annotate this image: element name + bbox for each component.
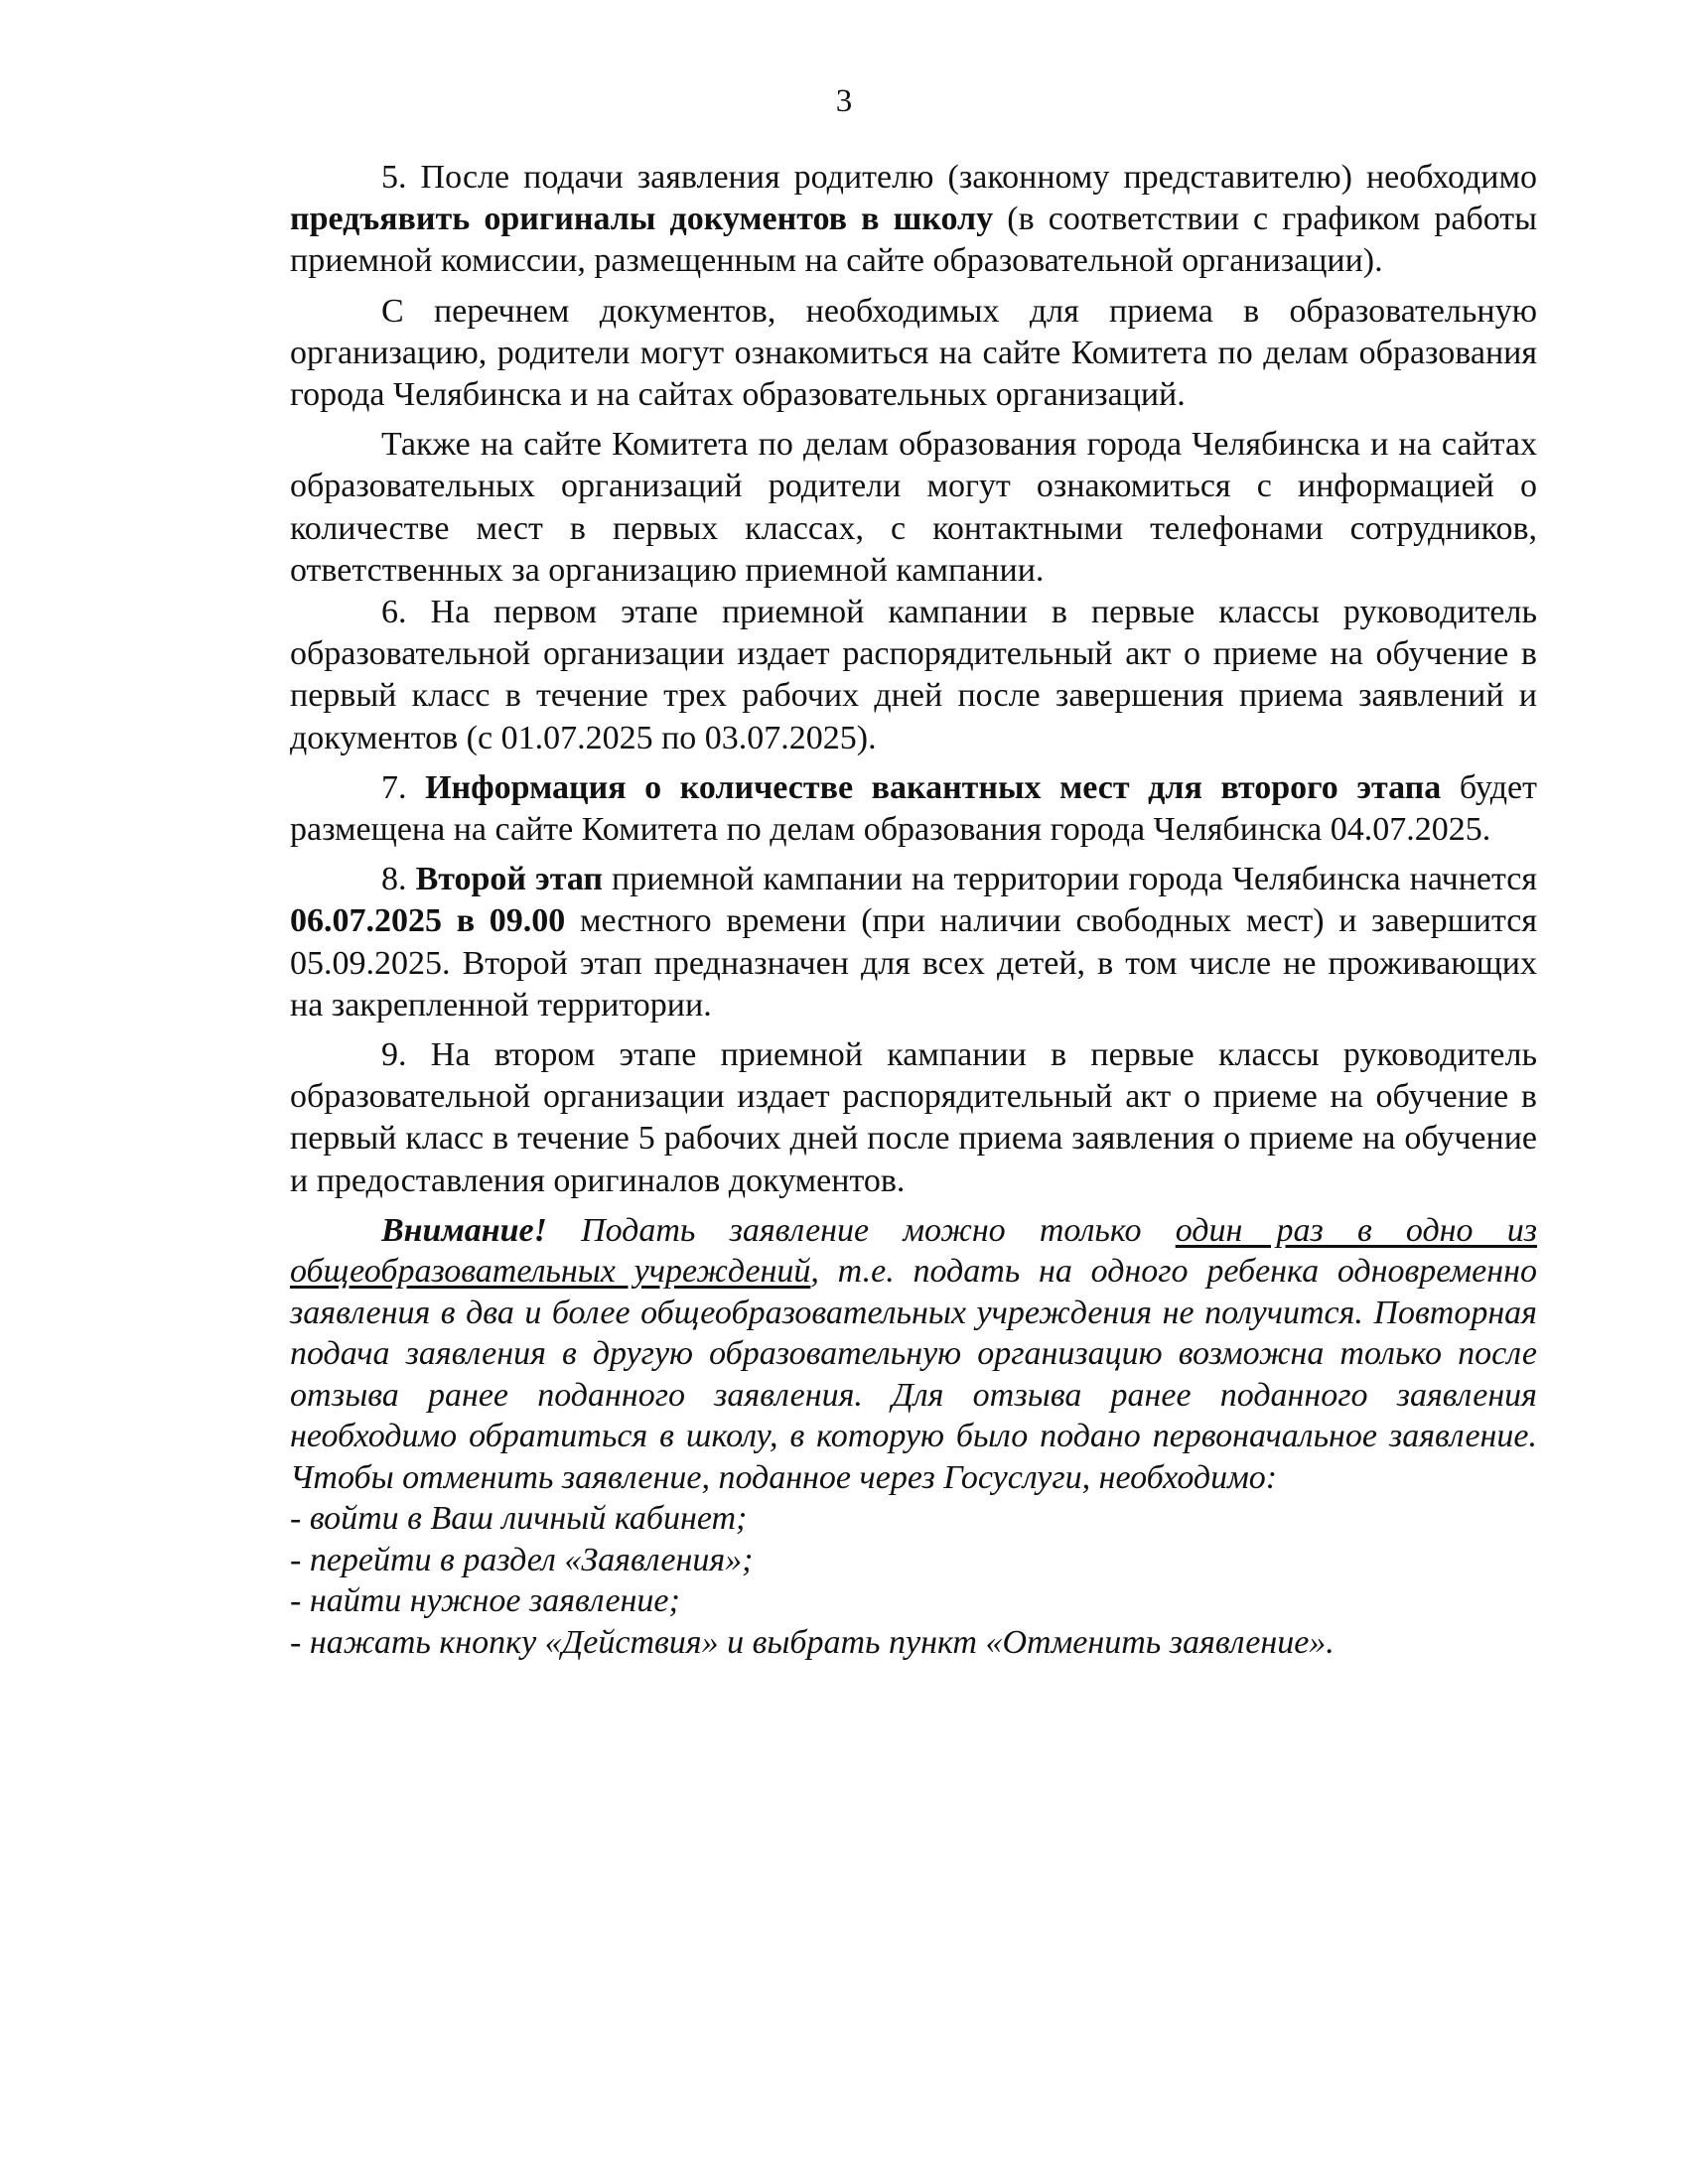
paragraph-5-bold: предъявить оригиналы документов в школу [290, 201, 994, 238]
page-number: 3 [835, 83, 853, 119]
paragraph-8-text-2: приемной кампании на территории города Челябинска начнется [603, 861, 1537, 898]
list-item: - нажать кнопку «Действия» и выбрать пункт «Отменить заявление». [290, 1623, 1335, 1661]
attention-block [290, 1210, 1537, 1664]
paragraph-also-info: Также на сайте Комитета по делам образования города Челябинска и на сайтах образовательных организаций родители могут ознакомиться с информацией о количестве мест в первых классах, с контактными телефонами сотрудников, ответственных за организацию приемной кампании. [290, 426, 1537, 589]
document-body [290, 157, 1537, 1663]
paragraph-8-bold-2: 06.07.2025 в 09.00 [290, 902, 566, 940]
attention-text-1: Подать заявление можно только [546, 1211, 1176, 1249]
attention-underlined: один раз в одно из общеобразовательных учреждений [290, 1211, 1537, 1291]
attention-text-2: , т.е. подать на одного ребенка одновременно заявления в два и более общеобразовательных учреждения не получится. Повторная подача заявления в другую образовательную организацию возможна только после отзыва ранее поданного заявления. Для отзыва ранее поданного заявления необходимо обратиться в школу, в которую было подано первоначальное заявление. Чтобы отменить заявление, поданное через Госуслуги, необходимо: [290, 1253, 1537, 1496]
list-item: - найти нужное заявление; [290, 1582, 680, 1620]
paragraph-5 [290, 157, 1537, 283]
paragraph-7-text-1: 7. [381, 768, 426, 806]
paragraph-documents-list: С перечнем документов, необходимых для приема в образовательную организацию, родители могут ознакомиться на сайте Комитета по делам образования города Челябинска и на сайтах образовательных организаций. [290, 292, 1537, 414]
list-item: - перейти в раздел «Заявления»; [290, 1541, 754, 1578]
paragraph-8-text-1: 8. [381, 861, 416, 898]
paragraph-8-text-3: местного времени (при наличии свободных мест) и завершится 05.09.2025. Второй этап предназначен для всех детей, в том числе не проживающих на закрепленной территории. [290, 902, 1537, 1024]
attention-paragraph [290, 1210, 1537, 1499]
paragraph-5-text-1: 5. После подачи заявления родителю (законному представителю) необходимо [381, 159, 1537, 196]
paragraph-8-bold-1: Второй этап [415, 861, 603, 898]
paragraph-7 [290, 767, 1537, 851]
paragraph-5-text-2: (в соответствии с графиком работы приемной комиссии, размещенным на сайте образовательной организации). [290, 201, 1537, 280]
paragraph-9: 9. На втором этапе приемной кампании в первые классы руководитель образовательной организации издает распорядительный акт о приеме на обучение в первый класс в течение 5 рабочих дней после приема заявления о приеме на обучение и предоставления оригиналов документов. [290, 1036, 1537, 1199]
attention-label: Внимание! [381, 1211, 547, 1249]
paragraph-7-text-2: будет размещена на сайте Комитета по делам образования города Челябинска 04.07.2025. [290, 768, 1537, 849]
paragraph-8 [290, 859, 1537, 1026]
list-item: - войти в Ваш личный кабинет; [290, 1500, 748, 1538]
cancel-steps-list [290, 1498, 1537, 1663]
paragraph-6: 6. На первом этапе приемной кампании в первые классы руководитель образовательной организации издает распорядительный акт о приеме на обучение в первый класс в течение трех рабочих дней после завершения приема заявлений и документов (с 01.07.2025 по 03.07.2025). [290, 594, 1537, 756]
paragraph-7-bold: Информация о количестве вакантных мест для второго этапа [425, 768, 1442, 806]
